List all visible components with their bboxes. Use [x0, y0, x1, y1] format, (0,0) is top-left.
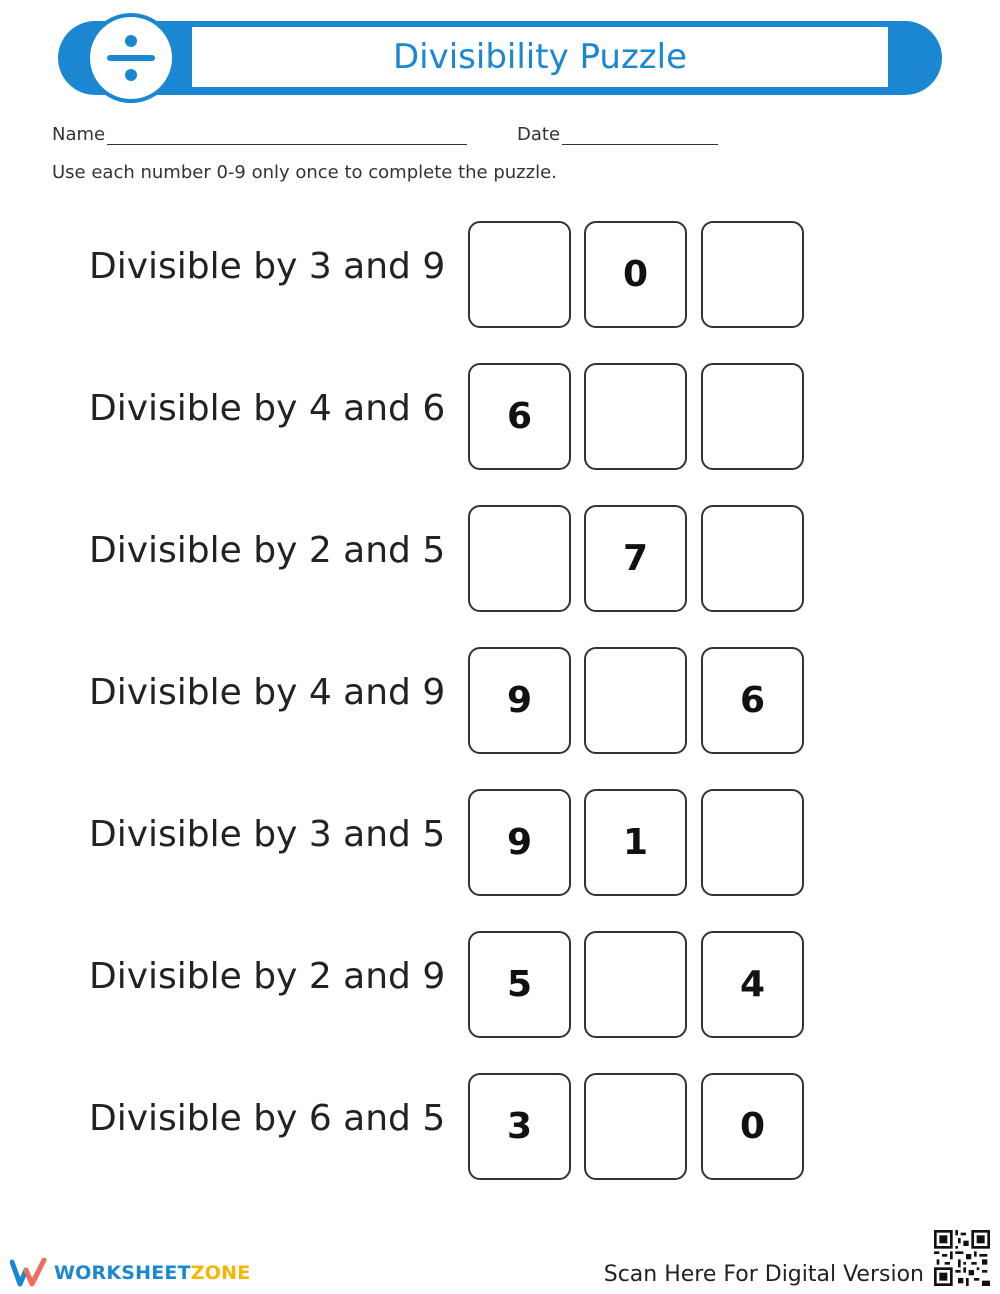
- puzzle-row: [0, 644, 1000, 756]
- row-label: Divisible by 4 and 6: [89, 388, 446, 429]
- digit-box[interactable]: [584, 931, 687, 1038]
- division-icon: [86, 13, 176, 103]
- row-label: Divisible by 4 and 9: [89, 672, 446, 713]
- digit-box[interactable]: 0: [701, 1073, 804, 1180]
- date-line[interactable]: [562, 124, 718, 145]
- row-label: Divisible by 3 and 9: [89, 246, 446, 287]
- puzzle-row: [0, 218, 1000, 330]
- puzzle-row: [0, 502, 1000, 614]
- digit-box[interactable]: [468, 221, 571, 328]
- brand-part-zone: ZONE: [190, 1262, 251, 1284]
- digit-box[interactable]: 9: [468, 789, 571, 896]
- date-field[interactable]: [517, 124, 718, 145]
- title-box: [190, 25, 890, 89]
- digit-box[interactable]: 1: [584, 789, 687, 896]
- digit-box[interactable]: [701, 789, 804, 896]
- digit-box[interactable]: [584, 1073, 687, 1180]
- digit-box[interactable]: 3: [468, 1073, 571, 1180]
- puzzle-row: [0, 360, 1000, 472]
- worksheetzone-logo[interactable]: [10, 1258, 250, 1288]
- digit-box[interactable]: [584, 647, 687, 754]
- logo-mark-icon: [10, 1258, 48, 1288]
- row-label: Divisible by 2 and 5: [89, 530, 446, 571]
- row-label: Divisible by 2 and 9: [89, 956, 446, 997]
- puzzle-row: [0, 1070, 1000, 1182]
- row-label: Divisible by 6 and 5: [89, 1098, 446, 1139]
- puzzle-row: [0, 786, 1000, 898]
- instructions: Use each number 0-9 only once to complete the puzzle.: [52, 162, 557, 183]
- row-label: Divisible by 3 and 5: [89, 814, 446, 855]
- digit-box[interactable]: 5: [468, 931, 571, 1038]
- digit-box[interactable]: [701, 505, 804, 612]
- name-line[interactable]: [107, 124, 467, 145]
- puzzle-row: [0, 928, 1000, 1040]
- digit-box[interactable]: 6: [701, 647, 804, 754]
- digit-box[interactable]: [701, 221, 804, 328]
- name-field[interactable]: [52, 124, 467, 145]
- page-title: Divisibility Puzzle: [392, 37, 688, 77]
- digit-box[interactable]: 4: [701, 931, 804, 1038]
- digit-box[interactable]: [584, 363, 687, 470]
- digit-box[interactable]: 9: [468, 647, 571, 754]
- qr-code-icon[interactable]: [934, 1230, 990, 1286]
- digit-box[interactable]: 6: [468, 363, 571, 470]
- digit-box[interactable]: 0: [584, 221, 687, 328]
- digit-box[interactable]: [701, 363, 804, 470]
- digit-box[interactable]: [468, 505, 571, 612]
- digit-box[interactable]: 7: [584, 505, 687, 612]
- date-label: Date: [517, 124, 561, 145]
- brand-name: [54, 1262, 250, 1284]
- scan-caption: Scan Here For Digital Version: [603, 1262, 924, 1287]
- name-label: Name: [52, 124, 106, 145]
- brand-part-worksheet: WORKSHEET: [54, 1262, 191, 1284]
